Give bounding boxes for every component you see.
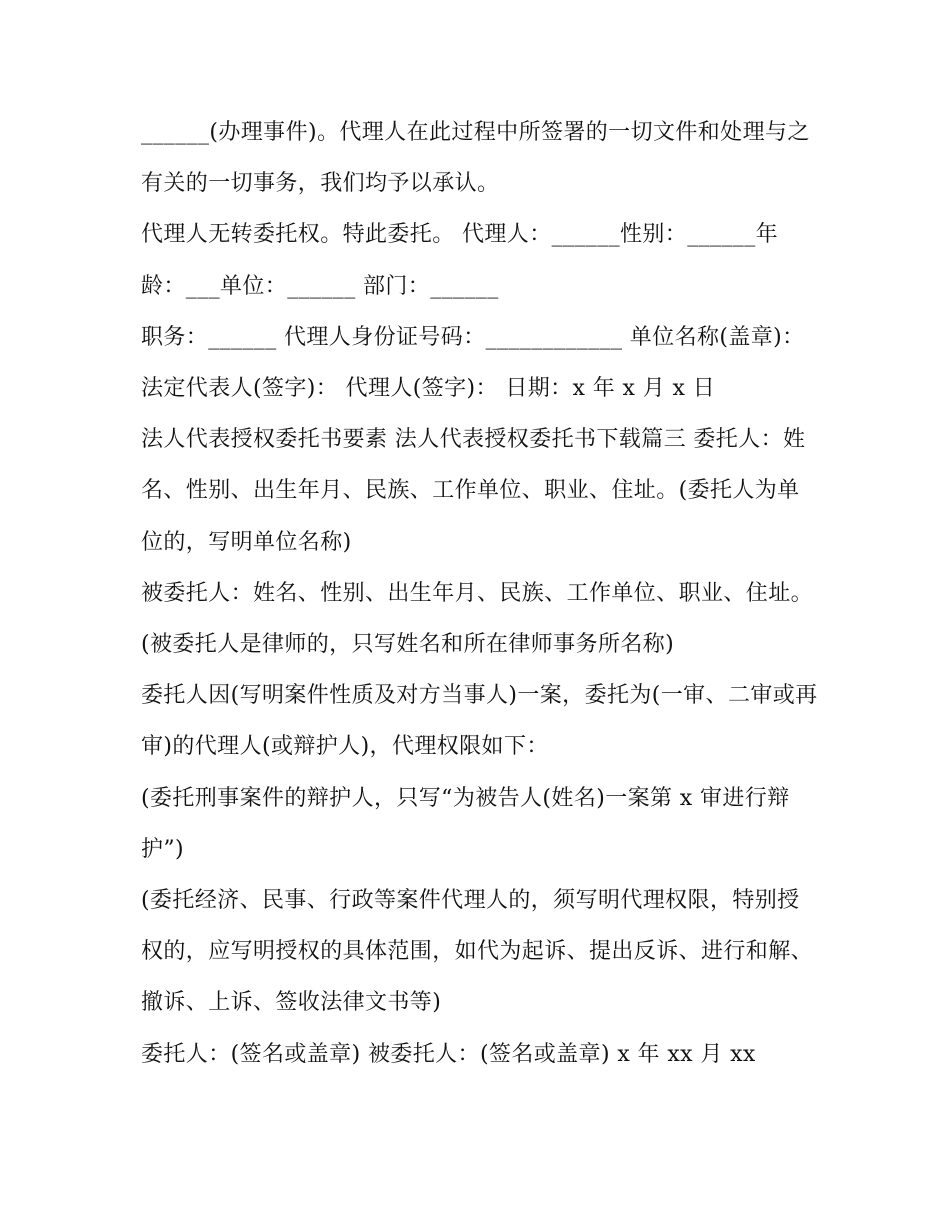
- paragraph-criminal-defense: (委托刑事案件的辩护人，只写“为被告人(姓名)一案第 x 审进行辩护”): [141, 785, 790, 862]
- paragraph-civil-authority: (委托经济、民事、行政等案件代理人的，须写明代理权限，特别授权的，应写明授权的具体范围，如代为起诉、提出反诉、进行和解、撤诉、上诉、签收法律文书等): [141, 888, 814, 1016]
- paragraph-elements-principal: 法人代表授权委托书要素 法人代表授权委托书下载篇三 委托人：姓名、性别、出生年月、民族、工作单位、职业、住址。(委托人为单位的，写明单位名称): [141, 427, 806, 555]
- document-body: [141, 107, 821, 1080]
- paragraph-matter-confirmation: ______(办理事件)。代理人在此过程中所签署的一切文件和处理与之有关的一切事务，我们均予以承认。: [141, 120, 810, 197]
- paragraph-agent-info: 代理人无转委托权。特此委托。 代理人：______性别：______年龄：___单位：______ 部门：______: [141, 222, 778, 299]
- paragraph-agent-position-signature: 职务：______ 代理人身份证号码：____________ 单位名称(盖章)： 法定代表人(签字)： 代理人(签字)： 日期：x 年 x 月 x 日: [141, 324, 812, 402]
- paragraph-signature-date: 委托人：(签名或盖章) 被委托人：(签名或盖章) x 年 xx 月 xx: [141, 1041, 756, 1067]
- paragraph-case-authority: 委托人因(写明案件性质及对方当事人)一案，委托为(一审、二审或再审)的代理人(或辩护人)，代理权限如下：: [141, 683, 818, 760]
- paragraph-agent-details: 被委托人：姓名、性别、出生年月、民族、工作单位、职业、住址。(被委托人是律师的，只写姓名和所在律师事务所名称): [141, 580, 814, 658]
